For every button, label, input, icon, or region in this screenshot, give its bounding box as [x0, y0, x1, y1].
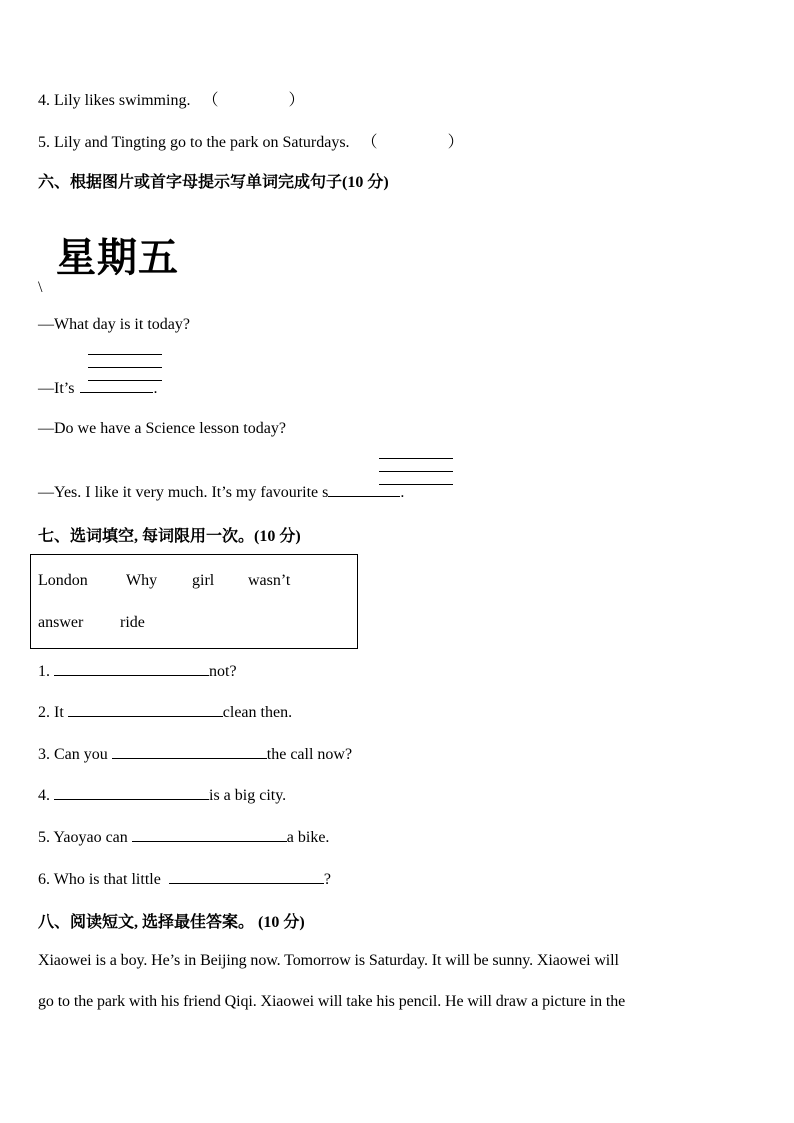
weekday-picture: 星期五	[56, 235, 179, 281]
stray-backslash: \	[38, 279, 43, 296]
word-bank-item: London	[38, 572, 88, 589]
word-bank	[30, 554, 358, 649]
fill-item-1	[38, 661, 237, 681]
item-text: ?	[323, 871, 331, 888]
answer-blank[interactable]	[132, 827, 287, 842]
section-7-heading: 七、选词填空, 每词限用一次。(10 分)	[38, 528, 301, 545]
line-suffix: .	[400, 484, 405, 501]
dialogue-line-1: —What day is it today?	[38, 316, 190, 333]
fill-item-4	[38, 785, 286, 805]
fill-item-2	[38, 702, 292, 722]
word-bank-item: ride	[120, 614, 145, 631]
dialogue-line-4	[38, 482, 404, 502]
dialogue-line-2	[38, 378, 157, 398]
true-false-item-4	[38, 87, 304, 110]
answer-paren-close: ）	[288, 92, 305, 109]
answer-paren-close: ）	[447, 134, 464, 151]
item-text: 4. Lily likes swimming.	[38, 92, 191, 109]
true-false-item-5	[38, 129, 464, 152]
section-6-heading: 六、根据图片或首字母提示写单词完成句子(10 分)	[38, 174, 389, 191]
line-prefix: —Yes. I like it very much. It’s my favourite s	[38, 484, 329, 501]
dialogue-line-3: —Do we have a Science lesson today?	[38, 420, 286, 437]
item-text: 5. Lily and Tingting go to the park on Saturdays.	[38, 134, 350, 151]
word-bank-item: girl	[192, 572, 215, 589]
fill-item-3	[38, 744, 352, 764]
reading-paragraph-line-1: Xiaowei is a boy. He’s in Beijing now. Tomorrow is Saturday. It will be sunny. Xiaowei will	[38, 952, 619, 969]
reading-paragraph-line-2: go to the park with his friend Qiqi. Xiaowei will take his pencil. He will draw a picture in the	[38, 993, 626, 1010]
answer-blank[interactable]	[80, 378, 153, 393]
word-bank-item: Why	[126, 572, 158, 589]
word-bank-item: answer	[38, 614, 84, 631]
answer-blank[interactable]	[112, 744, 267, 759]
section-8-heading: 八、阅读短文, 选择最佳答案。 (10 分)	[38, 914, 305, 931]
answer-blank[interactable]	[54, 785, 209, 800]
line-suffix: .	[153, 380, 158, 397]
item-number: 2. It	[38, 704, 64, 721]
item-number: 4.	[38, 787, 50, 804]
answer-blank[interactable]	[328, 482, 400, 497]
fill-item-5	[38, 827, 329, 847]
answer-blank[interactable]	[169, 869, 324, 884]
answer-blank[interactable]	[54, 661, 209, 676]
fill-item-6	[38, 869, 331, 889]
answer-blank[interactable]	[68, 702, 223, 717]
item-number: 5. Yaoyao can	[38, 829, 128, 846]
item-number: 1.	[38, 663, 50, 680]
item-text: the call now?	[266, 746, 353, 763]
item-number: 6. Who is that little	[38, 871, 161, 888]
answer-paren-open: （	[202, 92, 219, 109]
line-prefix: —It’s	[38, 380, 75, 397]
item-number: 3. Can you	[38, 746, 108, 763]
item-text: clean then.	[222, 704, 293, 721]
word-bank-item: wasn’t	[248, 572, 291, 589]
item-text: a bike.	[286, 829, 330, 846]
answer-paren-open: （	[361, 134, 378, 151]
item-text: not?	[209, 663, 237, 680]
item-text: is a big city.	[209, 787, 287, 804]
